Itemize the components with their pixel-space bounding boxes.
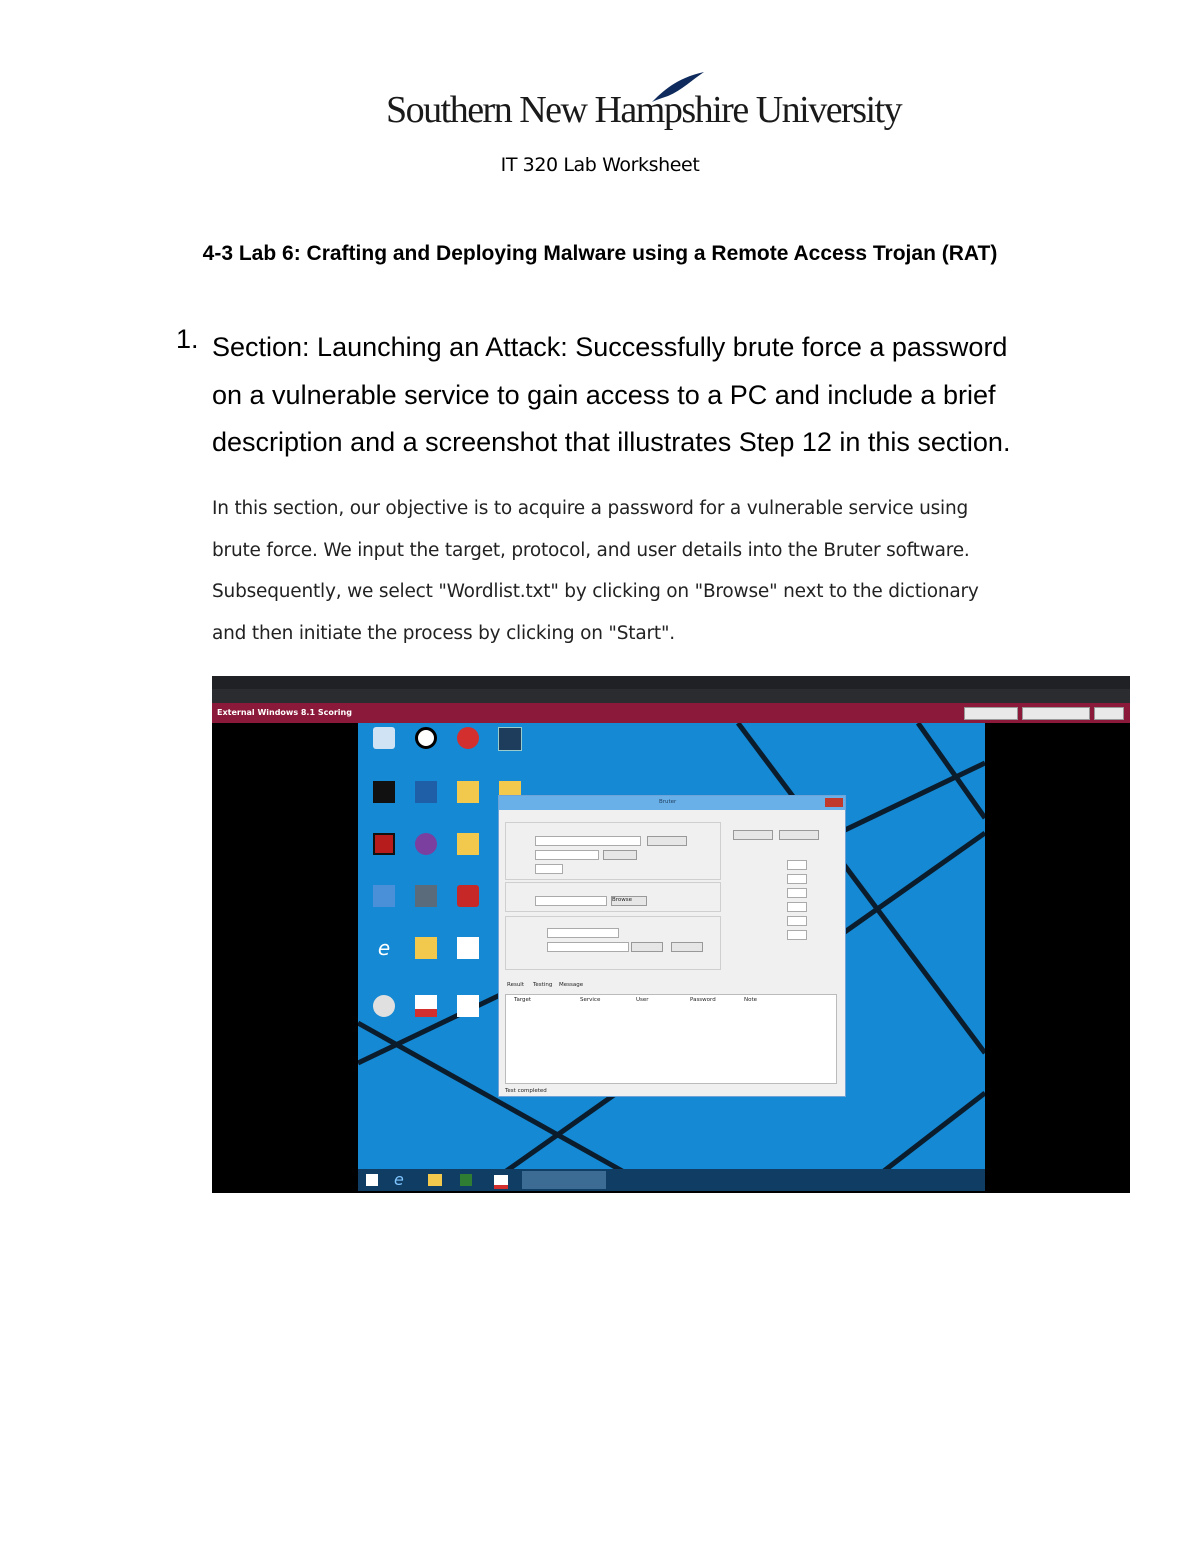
- wireshark-icon[interactable]: [404, 781, 448, 827]
- target-app-icon[interactable]: [404, 727, 448, 773]
- network-icon[interactable]: [488, 727, 532, 773]
- question-text: [212, 324, 1072, 467]
- quill-icon: [648, 70, 708, 104]
- protocol-select[interactable]: [535, 850, 599, 860]
- app-icon[interactable]: [362, 995, 406, 1041]
- col-target: Target: [514, 997, 532, 1003]
- worksheet-title: IT 320 Lab Worksheet: [500, 154, 700, 176]
- gmail-icon[interactable]: [404, 995, 448, 1041]
- answer-line: Subsequently, we select "Wordlist.txt" by clicking on "Browse" next to the dictionary: [212, 581, 979, 602]
- combo-field[interactable]: [547, 928, 619, 938]
- university-logo: [386, 70, 902, 136]
- wait-field[interactable]: [787, 916, 807, 926]
- tab-message[interactable]: Message: [559, 982, 584, 988]
- lab-bar-button[interactable]: [1094, 707, 1124, 720]
- store-icon[interactable]: [460, 1174, 472, 1186]
- result-table: [505, 994, 837, 1084]
- lab-bar-button[interactable]: [1022, 707, 1090, 720]
- internet-explorer-icon[interactable]: e: [394, 1170, 404, 1189]
- app-icon[interactable]: [404, 833, 448, 879]
- tab-result[interactable]: Result: [507, 982, 524, 988]
- col-service: Service: [580, 997, 601, 1003]
- file-explorer-icon[interactable]: [428, 1174, 442, 1186]
- question-number: 1.: [176, 324, 199, 354]
- col-password: Password: [690, 997, 716, 1003]
- answer-line: In this section, our objective is to acquire a password for a vulnerable service using: [212, 498, 969, 519]
- probe-button[interactable]: [647, 836, 687, 846]
- network-icon[interactable]: [362, 885, 406, 931]
- bruter-window-title: Bruter: [659, 799, 677, 805]
- user-field[interactable]: [535, 896, 607, 906]
- lab-bar-button[interactable]: [964, 707, 1018, 720]
- university-name: Southern New Hampshire University: [386, 89, 902, 131]
- start-button[interactable]: [733, 830, 773, 840]
- col-note: Note: [744, 997, 758, 1003]
- answer-line: and then initiate the process by clicking on "Start".: [212, 622, 675, 644]
- wait-field[interactable]: [787, 902, 807, 912]
- dictionary-field[interactable]: [547, 942, 629, 952]
- lab-title: 4-3 Lab 6: Crafting and Deploying Malware using a Remote Access Trojan (RAT): [202, 242, 998, 265]
- windows-desktop: [358, 723, 985, 1191]
- connections-field[interactable]: [787, 860, 807, 870]
- port-field[interactable]: [535, 864, 563, 874]
- close-icon[interactable]: [825, 798, 843, 807]
- timeout-field[interactable]: [787, 888, 807, 898]
- browse-button[interactable]: Browse: [611, 896, 647, 906]
- folder-icon[interactable]: [446, 833, 490, 879]
- document-icon[interactable]: [446, 937, 490, 983]
- lab-bar-title: External Windows 8.1 Scoring: [217, 708, 352, 717]
- bruter-titlebar: [499, 796, 845, 810]
- question-line: description and a screenshot that illustrates Step 12 in this section.: [212, 427, 1011, 457]
- target-field[interactable]: [535, 836, 641, 846]
- answer-line: brute force. We input the target, protocol, and user details into the Bruter software.: [212, 539, 970, 561]
- recycle-bin-icon[interactable]: [362, 727, 406, 773]
- tab-testing[interactable]: Testing: [533, 982, 553, 988]
- dictionary-browse-button[interactable]: [631, 942, 663, 952]
- terminal-icon[interactable]: [362, 781, 406, 827]
- gmail-icon[interactable]: [494, 1175, 508, 1189]
- col-user: User: [636, 997, 649, 1003]
- bruter-taskbar-button[interactable]: [522, 1171, 606, 1189]
- stop-button[interactable]: [779, 830, 819, 840]
- toolbox-icon[interactable]: [446, 885, 490, 931]
- browser-titlebar: [212, 676, 1130, 689]
- max-retries-field[interactable]: [787, 874, 807, 884]
- lab-screenshot: [212, 676, 1130, 1193]
- start-icon[interactable]: [366, 1174, 378, 1186]
- internet-explorer-icon[interactable]: e: [377, 936, 391, 960]
- option-button[interactable]: [671, 942, 703, 952]
- user-icon[interactable]: [404, 885, 448, 931]
- browser-urlbar: [212, 689, 1130, 703]
- question-line: on a vulnerable service to gain access to a PC and include a brief: [212, 379, 996, 410]
- folder-icon[interactable]: [404, 937, 448, 983]
- lab-bar: [212, 703, 1130, 723]
- document-icon[interactable]: [446, 995, 490, 1041]
- attempts-field[interactable]: [787, 930, 807, 940]
- folder-icon[interactable]: [446, 781, 490, 827]
- answer-paragraph: [212, 488, 1042, 654]
- bruter-menubar: [499, 810, 845, 820]
- question-line: Section: Launching an Attack: Successfully brute force a password: [212, 332, 1008, 362]
- option-button[interactable]: [603, 850, 637, 860]
- bruter-window: [498, 795, 846, 1097]
- app-icon[interactable]: [362, 833, 406, 879]
- status-text: Test completed: [505, 1088, 547, 1094]
- app-icon[interactable]: [446, 727, 490, 773]
- taskbar: [358, 1169, 985, 1191]
